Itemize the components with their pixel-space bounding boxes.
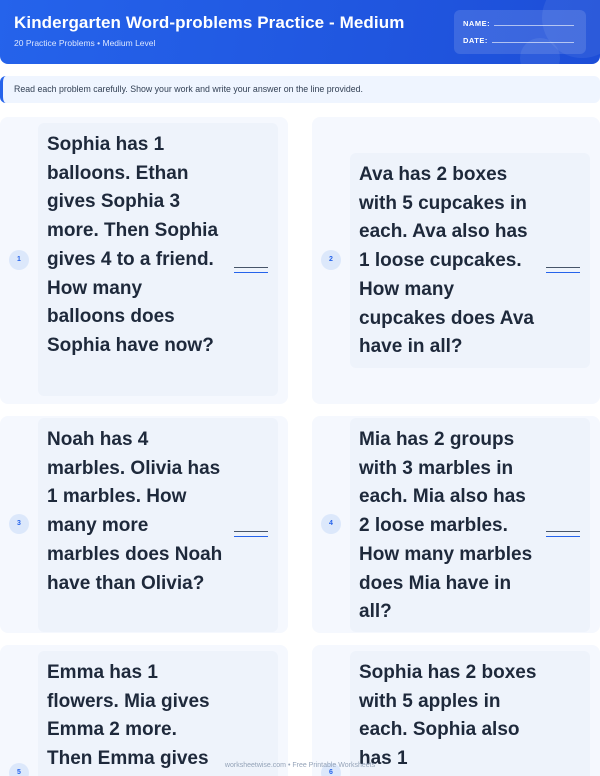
answer-line[interactable] — [546, 267, 580, 273]
question-box — [38, 123, 278, 396]
name-label: NAME: — [463, 19, 491, 28]
footer-watermark: worksheetwise.com • Free Printable Worksheets — [224, 762, 376, 769]
page-subtitle: 20 Practice Problems • Medium Level — [14, 38, 156, 48]
question-text: Emma has 1 flowers. Mia gives Emma 2 more. Then Emma gives — [47, 662, 210, 770]
problem-number-badge: 5 — [9, 763, 29, 776]
question-text: Ava has 2 boxes with 5 cupcakes in each. Ava also has 1 loose cupcakes. How many cupcakes does Ava have in all? — [359, 164, 534, 358]
question-text: Sophia has 2 boxes with 5 apples in each. Sophia also has 1 — [359, 662, 537, 770]
problem-card — [312, 416, 600, 633]
page-title: Kindergarten Word-problems Practice - Medium — [14, 13, 405, 32]
date-line[interactable] — [492, 42, 574, 43]
worksheet-header — [0, 0, 600, 64]
question-text: Sophia has 1 balloons. Ethan gives Sophia 3 more. Then Sophia gives 4 to a friend. How many balloons does Sophia have now? — [47, 134, 219, 356]
question-box — [38, 418, 278, 632]
question-box — [350, 418, 590, 632]
problem-card — [0, 416, 288, 633]
question-text: Noah has 4 marbles. Olivia has 1 marbles. How many more marbles does Noah have than Olivia? — [47, 429, 223, 594]
name-date-box — [454, 10, 586, 54]
question-box — [38, 651, 278, 776]
problem-number-badge: 4 — [321, 514, 341, 534]
answer-line[interactable] — [234, 531, 268, 537]
problem-card — [312, 117, 600, 404]
question-text: Mia has 2 groups with 3 marbles in each. Mia also has 2 loose marbles. How many marbles does Mia have in all? — [359, 429, 533, 623]
problem-number-badge: 1 — [9, 250, 29, 270]
problem-card — [0, 117, 288, 404]
problem-number-badge: 6 — [321, 763, 341, 776]
problem-card — [0, 645, 288, 776]
problem-number-badge: 3 — [9, 514, 29, 534]
question-box — [350, 651, 590, 776]
problem-number-badge: 2 — [321, 250, 341, 270]
answer-line[interactable] — [234, 267, 268, 273]
problem-card — [312, 645, 600, 776]
name-field[interactable] — [463, 19, 574, 28]
instructions-banner: Read each problem carefully. Show your work and write your answer on the line provided. — [0, 76, 600, 103]
date-field[interactable] — [463, 36, 574, 45]
date-label: DATE: — [463, 36, 488, 45]
answer-line[interactable] — [546, 531, 580, 537]
question-box — [350, 153, 590, 368]
name-line[interactable] — [494, 25, 574, 26]
